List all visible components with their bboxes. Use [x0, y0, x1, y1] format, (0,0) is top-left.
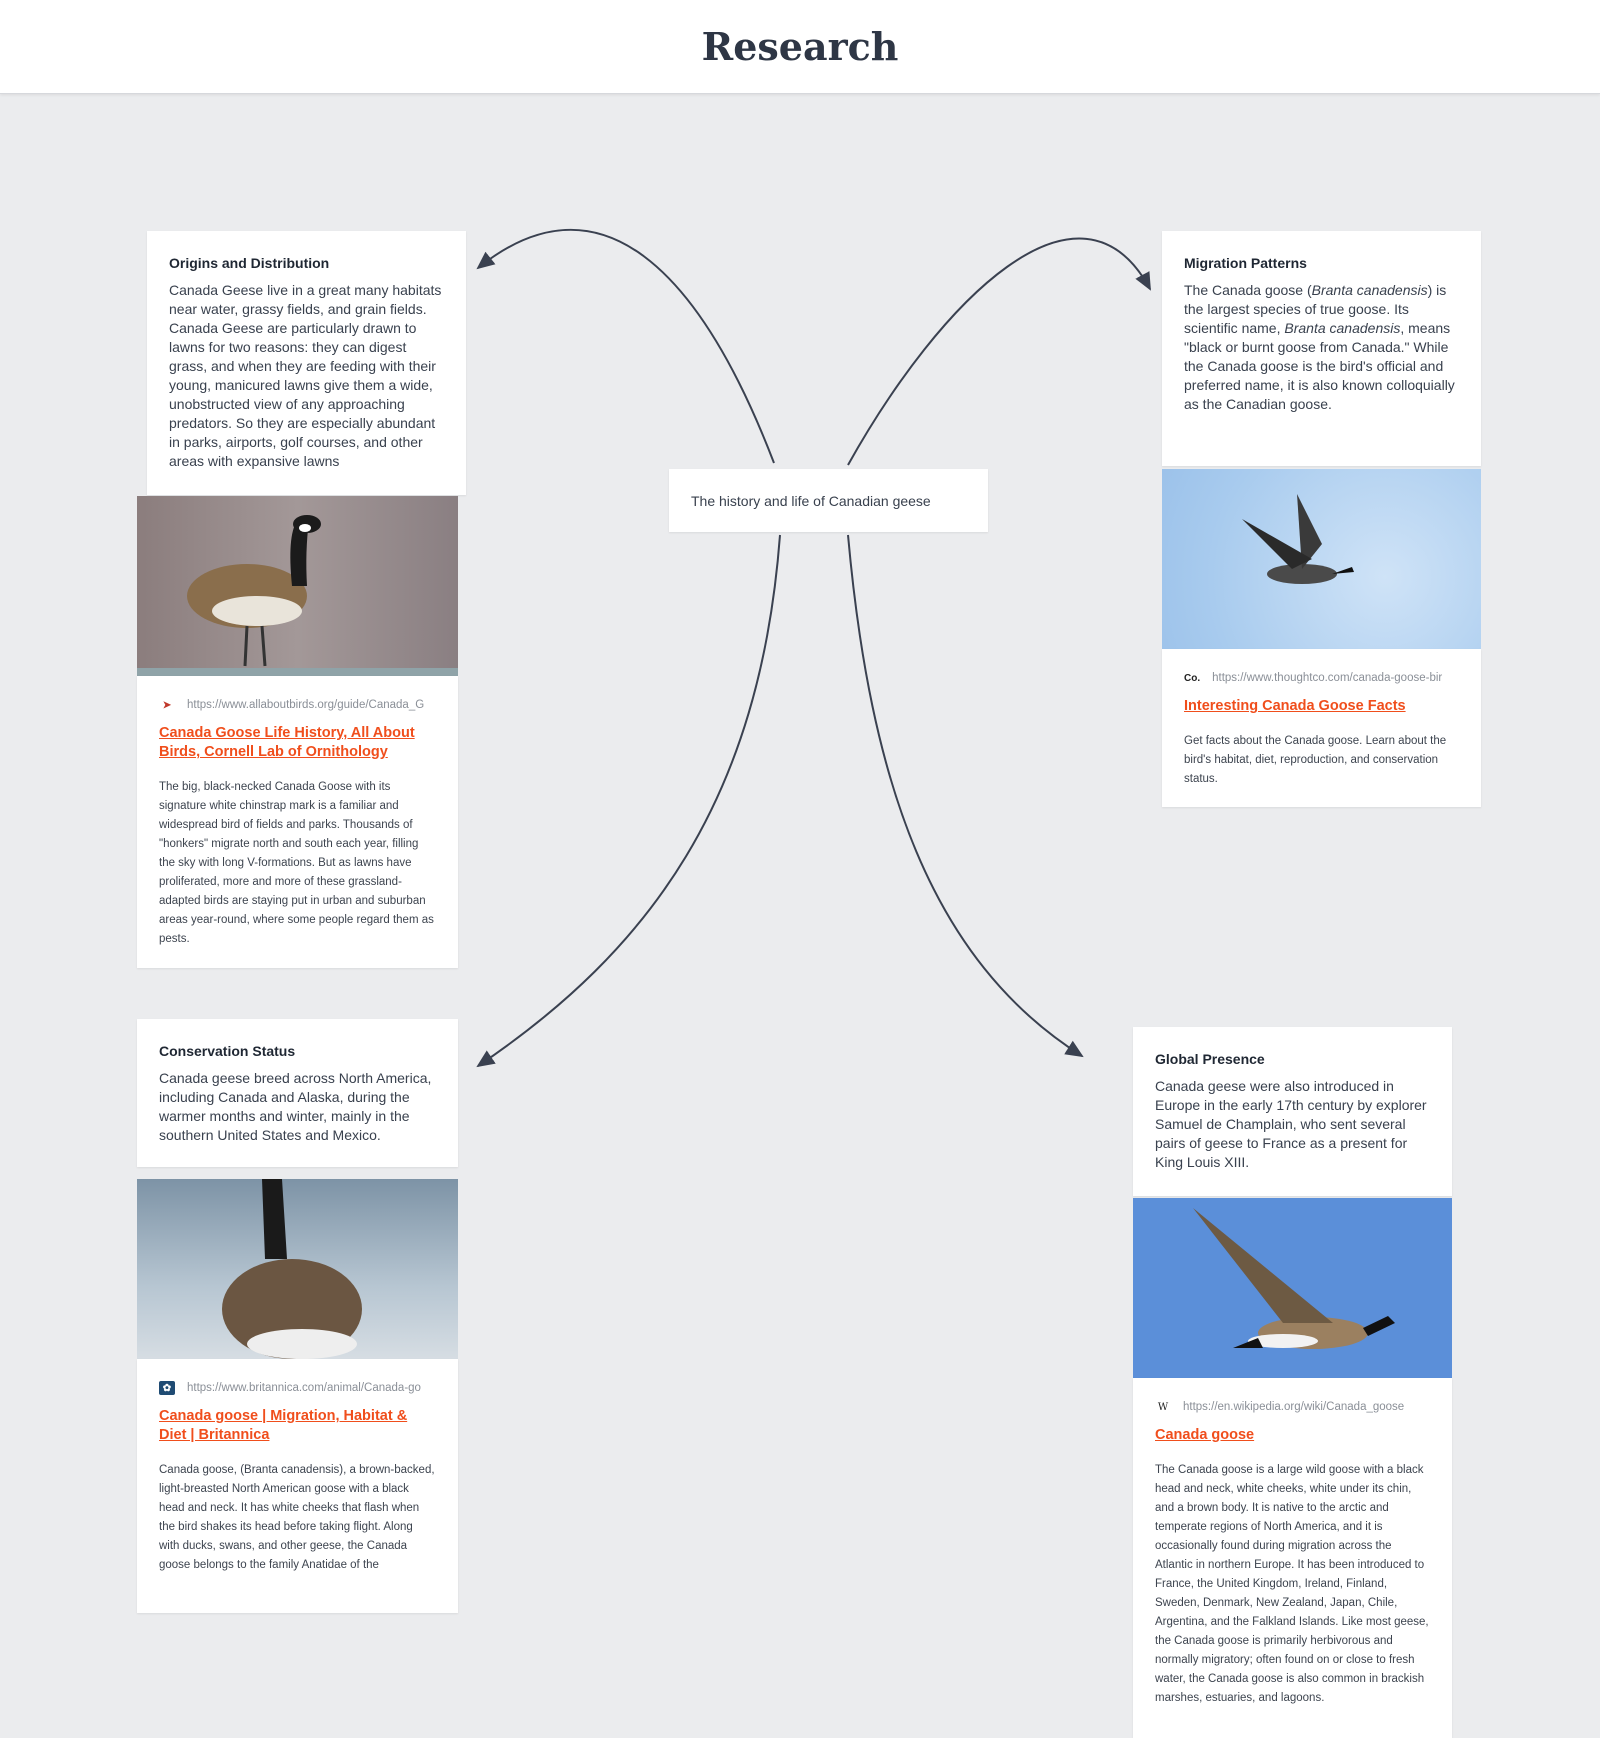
central-topic-node[interactable]: [669, 469, 988, 532]
note-title: Migration Patterns: [1184, 255, 1307, 271]
note-migration[interactable]: [1162, 231, 1481, 466]
connector-global: [848, 535, 1082, 1056]
link-card-wikipedia[interactable]: [1133, 1378, 1452, 1738]
connector-conservation: [478, 535, 780, 1066]
link-description: Get facts about the Canada goose. Learn about the bird's habitat, diet, reproduction, and conservation status.: [1184, 735, 1447, 785]
note-body: Canada Geese live in a great many habitats near water, grassy fields, and grain fields. Canada Geese are particularly drawn to lawns for two reasons: they can digest grass, and when they are feeding with their young, manicured lawns give them a wide, unobstructed view of any approaching predators. So they are especially abundant in parks, airports, golf courses, and other areas with expansive lawns: [169, 282, 442, 469]
note-title: Conservation Status: [159, 1043, 296, 1059]
note-conservation[interactable]: [137, 1019, 458, 1167]
link-url: https://www.allaboutbirds.org/guide/Canada_G: [187, 699, 425, 711]
central-topic-text: The history and life of Canadian geese: [691, 492, 931, 509]
connector-origins: [478, 230, 774, 463]
note-body: The Canada goose (Branta canadensis) is the largest species of true goose. Its scientific name, Branta canadensis, means "black or burnt goose from Canada." While the Canada goose is the bird's official and preferred name, it is also known colloquially as the Canadian goose.: [1184, 282, 1455, 412]
link-title[interactable]: Canada goose: [1155, 1427, 1255, 1443]
thoughtco-favicon-icon: Co.: [1184, 672, 1201, 684]
link-url: https://www.britannica.com/animal/Canada-go: [187, 1382, 421, 1394]
allaboutbirds-favicon-icon: ➤: [162, 699, 172, 711]
note-title: Origins and Distribution: [169, 255, 330, 271]
wikipedia-favicon-icon: W: [1157, 1401, 1169, 1413]
link-description: The Canada goose is a large wild goose with a black head and neck, white cheeks, white under its chin, and a brown body. It is native to the arctic and temperate regions of North America, and it is occasionally found during migration across the Atlantic in northern Europe. It has been introduced to France, the United Kingdom, Ireland, Finland, Sweden, Denmark, New Zealand, Japan, Chile, Argentina, and the Falkland Islands. Like most geese, the Canada goose is primarily herbivorous and normally migratory; often found on or close to fresh water, the Canada goose is also common in brackish marshes, estuaries, and lagoons.: [1155, 1464, 1429, 1704]
goose-flying-image: [1162, 469, 1481, 649]
link-description: The big, black-necked Canada Goose with its signature white chinstrap mark is a familiar and widespread bird of fields and parks. Thousands of "honkers" migrate north and south each year, filling the sky with long V-formations. But as lawns have proliferated, more and more of these grassland-adapted birds are staying put in urban and suburban areas year-round, where some people regard them as pests.: [159, 781, 434, 945]
link-card-britannica[interactable]: [137, 1359, 458, 1613]
note-body: Canada geese were also introduced in Europe in the early 17th century by explorer Samuel de Champlain, who sent several pairs of geese to France as a present for King Louis XIII.: [1155, 1078, 1427, 1170]
link-card-thoughtco[interactable]: [1162, 649, 1481, 807]
link-title[interactable]: Canada Goose Life History, All About Birds, Cornell Lab of Ornithology: [159, 725, 415, 760]
link-url: https://en.wikipedia.org/wiki/Canada_goose: [1183, 1401, 1405, 1413]
goose-closeup-image: [137, 1179, 458, 1359]
link-title[interactable]: Interesting Canada Goose Facts: [1184, 698, 1406, 714]
goose-flight-image: [1133, 1198, 1452, 1378]
link-card-allaboutbirds[interactable]: [137, 676, 458, 968]
britannica-favicon-icon: ✿: [159, 1381, 175, 1395]
link-url: https://www.thoughtco.com/canada-goose-bir: [1212, 672, 1443, 684]
link-title[interactable]: Canada goose | Migration, Habitat & Diet | Britannica: [159, 1408, 408, 1443]
note-body: Canada geese breed across North America, including Canada and Alaska, during the warmer months and winter, mainly in the southern United States and Mexico.: [159, 1070, 432, 1143]
note-title: Global Presence: [1155, 1051, 1265, 1067]
note-global[interactable]: [1133, 1027, 1452, 1196]
page-title: Research: [701, 24, 899, 69]
connector-migration: [848, 239, 1150, 465]
goose-standing-image: [137, 496, 458, 676]
note-origins[interactable]: [147, 231, 466, 495]
link-description: Canada goose, (Branta canadensis), a brown-backed, light-breasted North American goose with a black head and neck. It has white cheeks that flash when the bird shakes its head before taking flight. Along with ducks, swans, and other geese, the Canada goose belongs to the family Anatidae of the: [159, 1464, 435, 1571]
